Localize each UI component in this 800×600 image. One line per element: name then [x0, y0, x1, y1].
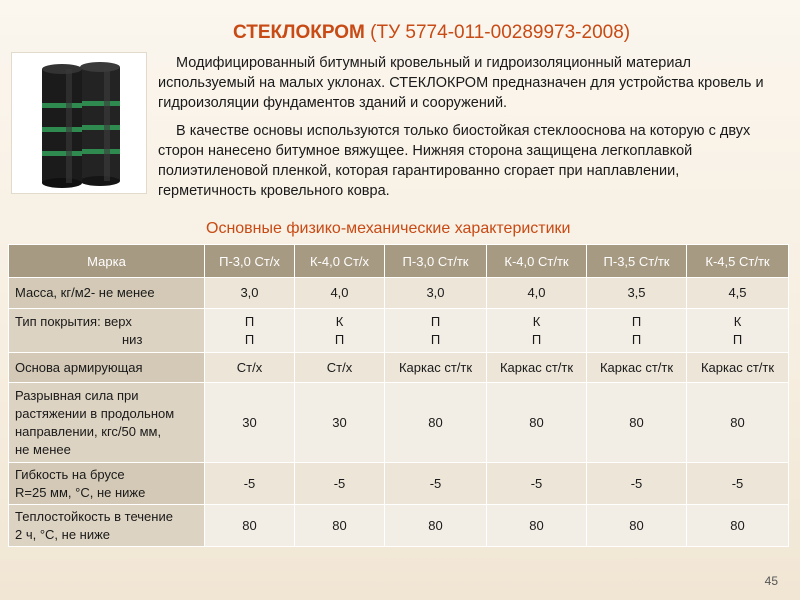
value-cell: Ст/х: [205, 353, 295, 383]
param-label: [9, 353, 205, 383]
value-cell: [385, 309, 487, 353]
value-cell: -5: [295, 463, 385, 505]
value-cell: -5: [487, 463, 587, 505]
header-cell: К-4,5 Ст/тк: [687, 245, 789, 278]
value-cell: 30: [295, 383, 385, 463]
value-cell: [295, 309, 385, 353]
title-spec: (ТУ 5774-011-00289973-2008): [370, 22, 631, 43]
param-line: не менее: [15, 441, 71, 457]
value-top: К: [532, 313, 541, 329]
value-cell: 80: [487, 505, 587, 547]
table-row: [9, 383, 789, 463]
param-label: [9, 463, 205, 505]
value-cell: 4,0: [295, 278, 385, 309]
param-line: направлении, кгс/50 мм,: [15, 423, 162, 439]
value-top: К: [335, 313, 344, 329]
header-cell: К-4,0 Ст/х: [295, 245, 385, 278]
value-top: К: [733, 313, 742, 329]
value-bottom: П: [631, 331, 642, 347]
value-cell: -5: [385, 463, 487, 505]
value-cell: 80: [385, 383, 487, 463]
param-label: [9, 309, 205, 353]
header-cell: К-4,0 Ст/тк: [487, 245, 587, 278]
value-cell: [687, 309, 789, 353]
specs-table: [8, 244, 789, 547]
value-cell: [487, 309, 587, 353]
description-paragraph-2: [158, 121, 778, 201]
table-header-row: [9, 245, 789, 278]
value-cell: Каркас ст/тк: [385, 353, 487, 383]
value-cell: 30: [205, 383, 295, 463]
header-cell: П-3,0 Ст/х: [205, 245, 295, 278]
param-line: R=25 мм, °C, не ниже: [15, 484, 146, 500]
description-paragraph-1: [158, 53, 778, 113]
value-cell: 3,0: [205, 278, 295, 309]
param-line: растяжении в продольном: [15, 405, 175, 421]
value-cell: 80: [587, 383, 687, 463]
param-line: Основа армирующая: [15, 359, 143, 375]
header-cell: Марка: [9, 245, 205, 278]
value-cell: Каркас ст/тк: [487, 353, 587, 383]
param-line: Масса, кг/м2- не менее: [15, 285, 155, 300]
value-bottom: П: [334, 331, 345, 347]
param-line: Гибкость на брусе: [15, 466, 125, 482]
param-line: Теплостойкость в течение: [15, 508, 173, 524]
param-label: [9, 278, 205, 309]
value-cell: -5: [205, 463, 295, 505]
param-label: [9, 383, 205, 463]
value-top: П: [430, 313, 441, 329]
table-row: [9, 353, 789, 383]
value-cell: 80: [385, 505, 487, 547]
param-line: 2 ч, °C, не ниже: [15, 526, 111, 542]
value-cell: 80: [205, 505, 295, 547]
value-bottom: П: [244, 331, 255, 347]
roofing-rolls-illustration: [12, 53, 146, 193]
value-cell: Каркас ст/тк: [587, 353, 687, 383]
value-cell: -5: [687, 463, 789, 505]
value-top: П: [244, 313, 255, 329]
param-label: [9, 505, 205, 547]
value-cell: 80: [687, 505, 789, 547]
value-cell: -5: [587, 463, 687, 505]
table-row: [9, 278, 789, 309]
header-cell: П-3,0 Ст/тк: [385, 245, 487, 278]
value-bottom: П: [531, 331, 542, 347]
value-cell: Каркас ст/тк: [687, 353, 789, 383]
value-cell: [205, 309, 295, 353]
page-number: 45: [764, 574, 778, 588]
table-caption: Основные физико-механические характеристики: [206, 220, 571, 237]
value-cell: 80: [587, 505, 687, 547]
param-line: низ: [122, 331, 143, 347]
value-cell: 80: [487, 383, 587, 463]
value-cell: [587, 309, 687, 353]
value-top: П: [631, 313, 642, 329]
product-image: [11, 52, 147, 194]
value-cell: Ст/х: [295, 353, 385, 383]
value-cell: 80: [295, 505, 385, 547]
value-cell: 3,5: [587, 278, 687, 309]
value-cell: 4,5: [687, 278, 789, 309]
value-cell: 3,0: [385, 278, 487, 309]
paragraph-1-text: Модифицированный битумный кровельный и гидроизоляционный материал используемый на малых уклонах. СТЕКЛОКРОМ предназначен для устройства кровель и гидроизоляции фундаментов зданий и сооружений.: [158, 55, 764, 111]
title-main: СТЕКЛОКРОМ: [233, 22, 365, 43]
param-line: Разрывная сила при: [15, 387, 139, 403]
table-row: [9, 463, 789, 505]
table-row: [9, 505, 789, 547]
paragraph-2-text: В качестве основы используются только биостойкая стеклоосновa на которую с двух сторон нанесено битумное вяжущее. Нижняя сторона защищена легкоплавкой полиэтиленовой пленкой, которая гарантированно сгорает при наплавлении, герметичность кровельного ковра.: [158, 123, 751, 199]
value-bottom: П: [430, 331, 441, 347]
value-bottom: П: [732, 331, 743, 347]
param-line: Тип покрытия: верх: [15, 313, 132, 329]
table-row: [9, 309, 789, 353]
value-cell: 80: [687, 383, 789, 463]
slide-title: [233, 22, 630, 44]
value-cell: 4,0: [487, 278, 587, 309]
header-cell: П-3,5 Ст/тк: [587, 245, 687, 278]
